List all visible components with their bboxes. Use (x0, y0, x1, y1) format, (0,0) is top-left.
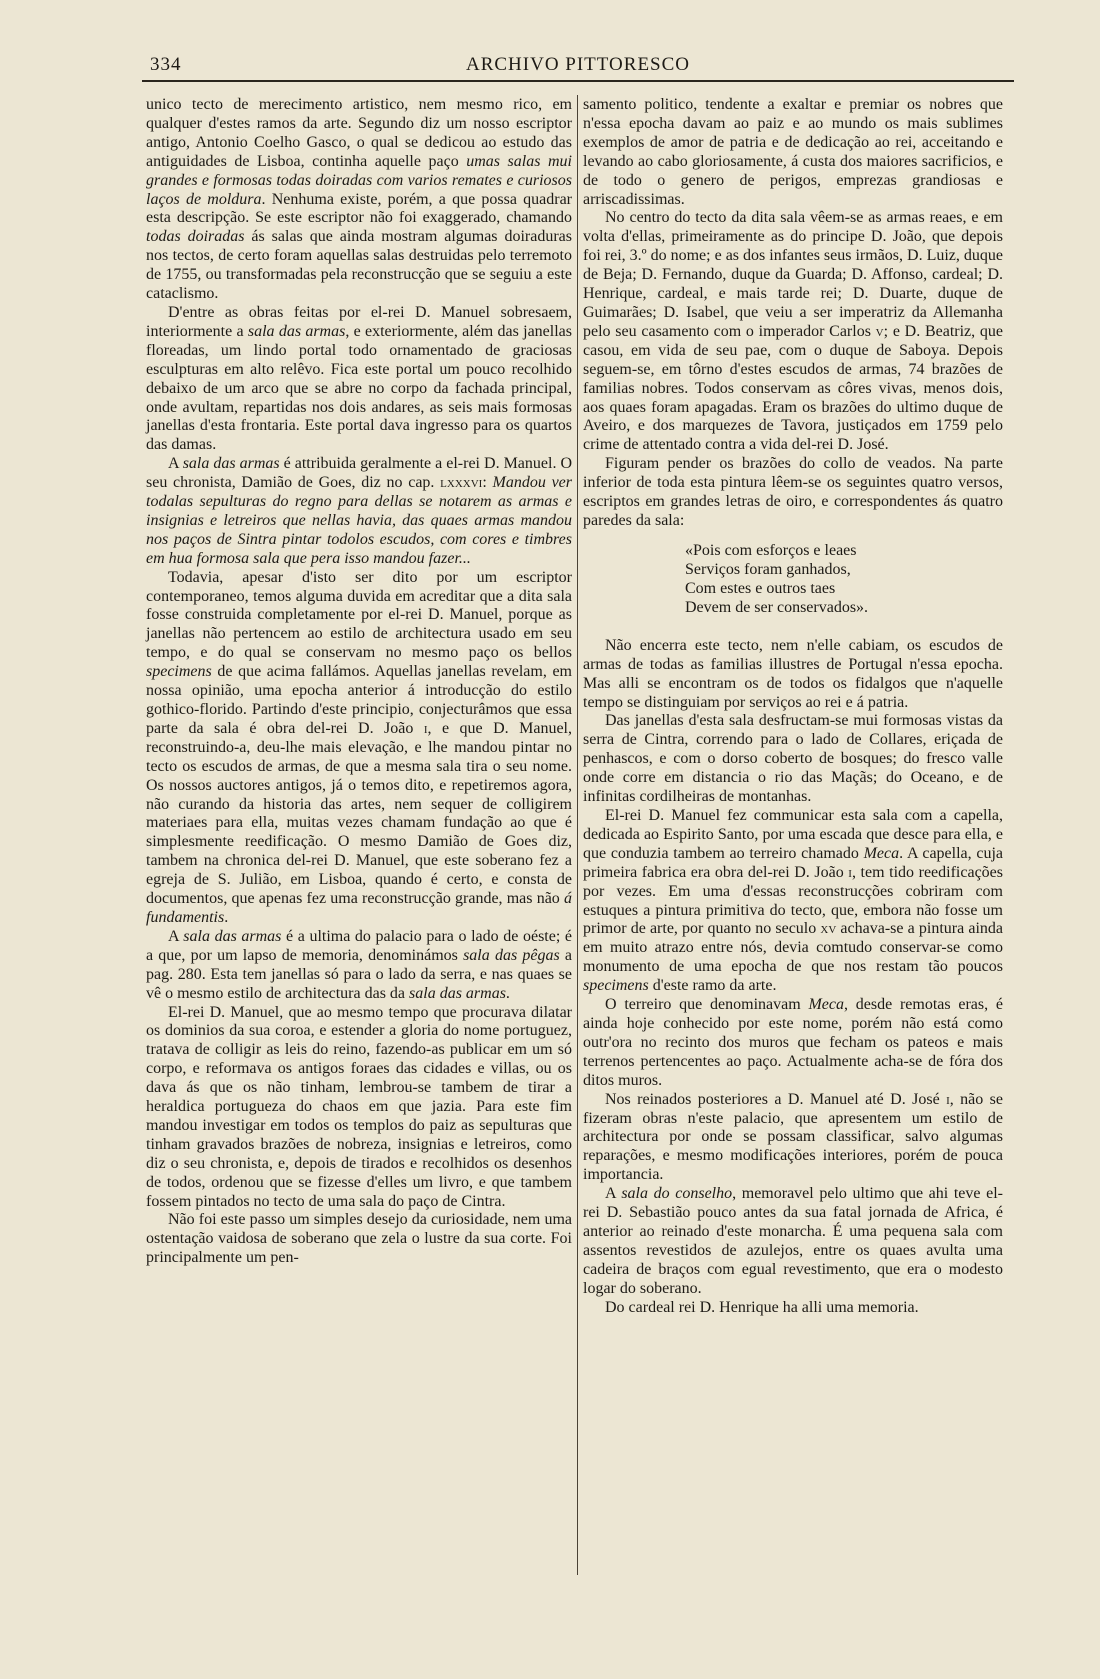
verse-line: «Pois com esforços e leaes (685, 541, 857, 559)
journal-title: ARCHIVO PITTORESCO (465, 54, 691, 75)
running-header (142, 52, 1014, 82)
paragraph: Não encerra este tecto, nem n'elle cabiam, os escudos de armas de todas as familias illustres de Portugal n'essa epocha. Mas alli se encontram os de todos os fidalgos que n'aquelle tempo se distinguiam por serviços ao rei e á patria. (583, 636, 1003, 711)
left-column (146, 96, 572, 1268)
paragraph: samento politico, tendente a exaltar e premiar os nobres que n'essa epocha davam ao paiz e ao mundo os mais sublimes exemplos de amor de patria e de dedicação ao rei, acceitando e levando ao cabo gloriosamente, á custa dos maiores sacrificios, e de todo o genero de perigos, emprezas grandiosas e arriscadissimas. (583, 96, 1003, 208)
verse-line: Devem de ser conservados». (685, 598, 869, 616)
paragraph: A sala das armas é attribuida geralmente a el-rei D. Manuel. O seu chronista, Damião de Goes, diz no cap. lxxxvi: Mandou ver todalas sepulturas do regno para dellas se notarem as armas e insignias e letreiros que nellas havia, das quaes armas mandou nos paços de Sintra pintar todolos escudos, com cores e timbres em hua formosa sala que pera isso mandou fazer... (146, 455, 573, 567)
paragraph: Nos reinados posteriores a D. Manuel até D. José i, não se fizeram obras n'este palacio, que apresentem um estilo de architectura por onde se possam classificar, salvo algumas reparações, e mesmo modificações interiores, porém de pouca importancia. (583, 1090, 1003, 1184)
paragraph: El-rei D. Manuel, que ao mesmo tempo que procurava dilatar os dominios da sua coroa, e estender a gloria do nome portuguez, tratava de colligir as leis do reino, fazendo-as publicar em um só corpo, e reformava os antigos foraes das cidades e villas, ou os dava ás que os não tinham, lembrou-se tambem de tirar a heraldica portugueza do chaos em que jazia. Para este fim mandou investigar em todos os templos do paiz as sepulturas que tinham gravados brazões de nobreza, insignias e letreiros, como diz o seu chronista, e, depois de tirados e recolhidos os desenhos de todos, ordenou que se fizesse d'elles um livro, e que tambem fossem pintados no tecto de uma sala do paço de Cintra. (146, 1003, 572, 1210)
verse-line: Com estes e outros taes (685, 579, 836, 597)
paragraph: El-rei D. Manuel fez communicar esta sala com a capella, dedicada ao Espirito Santo, por uma escada que desce para ella, e que conduzia tambem ao terreiro chamado Meca. A capella, cuja primeira fabrica era obra del-rei D. João i, tem tido reedificações por vezes. Em uma d'essas reconstrucções cobriram com estuques a pintura primitiva do tecto, que, embora não fosse um primor de arte, por quanto no seculo xv achava-se a pintura ainda em muito atrazo entre nós, devia comtudo conservar-se como monumento de uma epocha de que nos restam tão poucos specimens d'este ramo da arte. (583, 807, 1003, 995)
paragraph: Figuram pender os brazões do collo de veados. Na parte inferior de toda esta pintura lêem-se os seguintes quatro versos, escriptos em grandes letras de oiro, e correspondentes ás quatro paredes da sala: (583, 455, 1003, 529)
column-divider (577, 95, 578, 1575)
page-number: 334 (150, 54, 182, 75)
verse-line: Serviços foram ganhados, (685, 560, 851, 578)
paragraph: O terreiro que denominavam Meca, desde remotas eras, é ainda hoje conhecido por este nome, porém não está como outr'ora no recinto dos muros que fecham os pateos e mais terrenos pertencentes ao paço. Actualmente acha-se de fóra dos ditos muros. (583, 996, 1003, 1089)
paragraph: Das janellas d'esta sala desfructam-se mui formosas vistas da serra de Cintra, correndo para o lado de Collares, eriçada de penhascos, e com o dorso coberto de bosques; do fresco valle onde corre em distancia o rio das Maçãs; do Oceano, e de infinitas cordilheiras de montanhas. (583, 712, 1003, 806)
paragraph: Todavia, apesar d'isto ser dito por um escriptor contemporaneo, temos alguma duvida em acreditar que a dita sala fosse construida completamente por el-rei D. Manuel, porque as janellas não pertencem ao estilo de architectura usado em seu tempo, e do qual se conservam no mesmo paço os bellos specimens de que acima fallámos. Aquellas janellas revelam, em nossa opinião, uma epocha anterior á introducção do estilo gothico-florido. Partindo d'este principio, conjecturâmos que essa parte da sala é obra del-rei D. João i, e que D. Manuel, reconstruindo-a, deu-lhe mais elevação, e lhe mandou pintar no tecto os escudos de armas, de que a mesma sala tira o seu nome. Os nossos auctores antigos, já o temos dito, e repetiremos agora, não curando da historia das artes, nem sequer de colligirem materiaes para ella, muitas vezes chamam fundação ao que é simplesmente reedificação. O mesmo Damião de Goes diz, tambem na chronica del-rei D. Manuel, que este soberano fez a egreja de S. Julião, em Lisboa, quando é certo, e consta de documentos, que apenas fez uma reconstrucção grande, mas não á fundamentis. (146, 568, 572, 926)
paragraph: Do cardeal rei D. Henrique ha alli uma memoria. (605, 1298, 919, 1316)
paragraph: No centro do tecto da dita sala vêem-se as armas reaes, e em volta d'ellas, primeiramente as do principe D. João, que depois foi rei, 3.º do nome; e as dos infantes seus irmãos, D. Luiz, duque de Beja; D. Fernando, duque da Guarda; D. Affonso, cardeal; D. Henrique, cardeal, e mais tarde rei; D. Duarte, duque de Guimarães; D. Isabel, que veiu a ser imperatriz da Allemanha pelo seu casamento com o imperador Carlos v; e D. Beatriz, que casou, em vida de seu pae, com o duque de Saboya. Depois seguem-se, em tôrno d'estes escudos de armas, 74 brazões de familias nobres. Todos conservam as côres vivas, menos dois, aos quaes foram apagadas. Eram os brazões do ultimo duque de Aveiro, e dos marquezes de Tavora, justiçados em 1759 pelo crime de attentado contra a vida del-rei D. José. (583, 209, 1003, 454)
verse-quotation (685, 541, 1003, 617)
paragraph: Não foi este passo um simples desejo da curiosidade, nem uma ostentação vaidosa de soberano que zela o lustre da sua corte. Foi principalmente um pen- (146, 1211, 572, 1267)
paragraph: D'entre as obras feitas por el-rei D. Manuel sobresaem, interiormente a sala das armas, e exteriormente, além das janellas floreadas, um lindo portal todo ornamentado de graciosas esculpturas em alto relêvo. Fica este portal um pouco recolhido debaixo de um arco que se abre no corpo da fachada principal, onde avultam, repartidas nos dois andares, as seis mais formosas janellas d'esta frontaria. Este portal dava ingresso para os quartos das damas. (146, 303, 573, 454)
right-column (583, 96, 1003, 1317)
paragraph: A sala das armas é a ultima do palacio para o lado de oéste; é a que, por um lapso de memoria, denominámos sala das pêgas a pag. 280. Esta tem janellas só para o lado da serra, e nas quaes se vê o mesmo estilo de architectura das da sala das armas. (146, 927, 573, 1002)
paragraph: A sala do conselho, memoravel pelo ultimo que ahi teve el-rei D. Sebastião pouco antes da sua fatal jornada de Africa, é anterior ao reinado d'este monarcha. É uma pequena sala com assentos revestidos de azulejos, entre os quaes avulta uma cadeira de braços com egual revestimento, que era o modesto logar do soberano. (583, 1185, 1004, 1297)
quotation: Mandou ver todalas sepulturas do regno para dellas se notarem as armas e insignias e letreiros que nellas havia, das quaes armas mandou nos paços de Sintra pintar todolos escudos, com cores e timbres em hua formosa sala que pera isso mandou fazer... (146, 474, 572, 567)
paragraph: unico tecto de merecimento artistico, nem mesmo rico, em qualquer d'estes ramos da arte. Segundo diz um nosso escriptor antigo, Antonio Coelho Gasco, o qual se dedicou ao estudo das antiguidades de Lisboa, continha aquelle paço umas salas mui grandes e formosas todas doiradas com varios remates e curiosos laços de moldura. Nenhuma existe, porém, a que possa quadrar esta descripção. Se este escriptor não foi exaggerado, chamando todas doiradas ás salas que ainda mostram algumas doiraduras nos tectos, de certo foram aquellas salas destruidas pelo terremoto de 1755, ou transformadas pela reconstrucção que se seguiu a este cataclismo. (146, 96, 573, 303)
